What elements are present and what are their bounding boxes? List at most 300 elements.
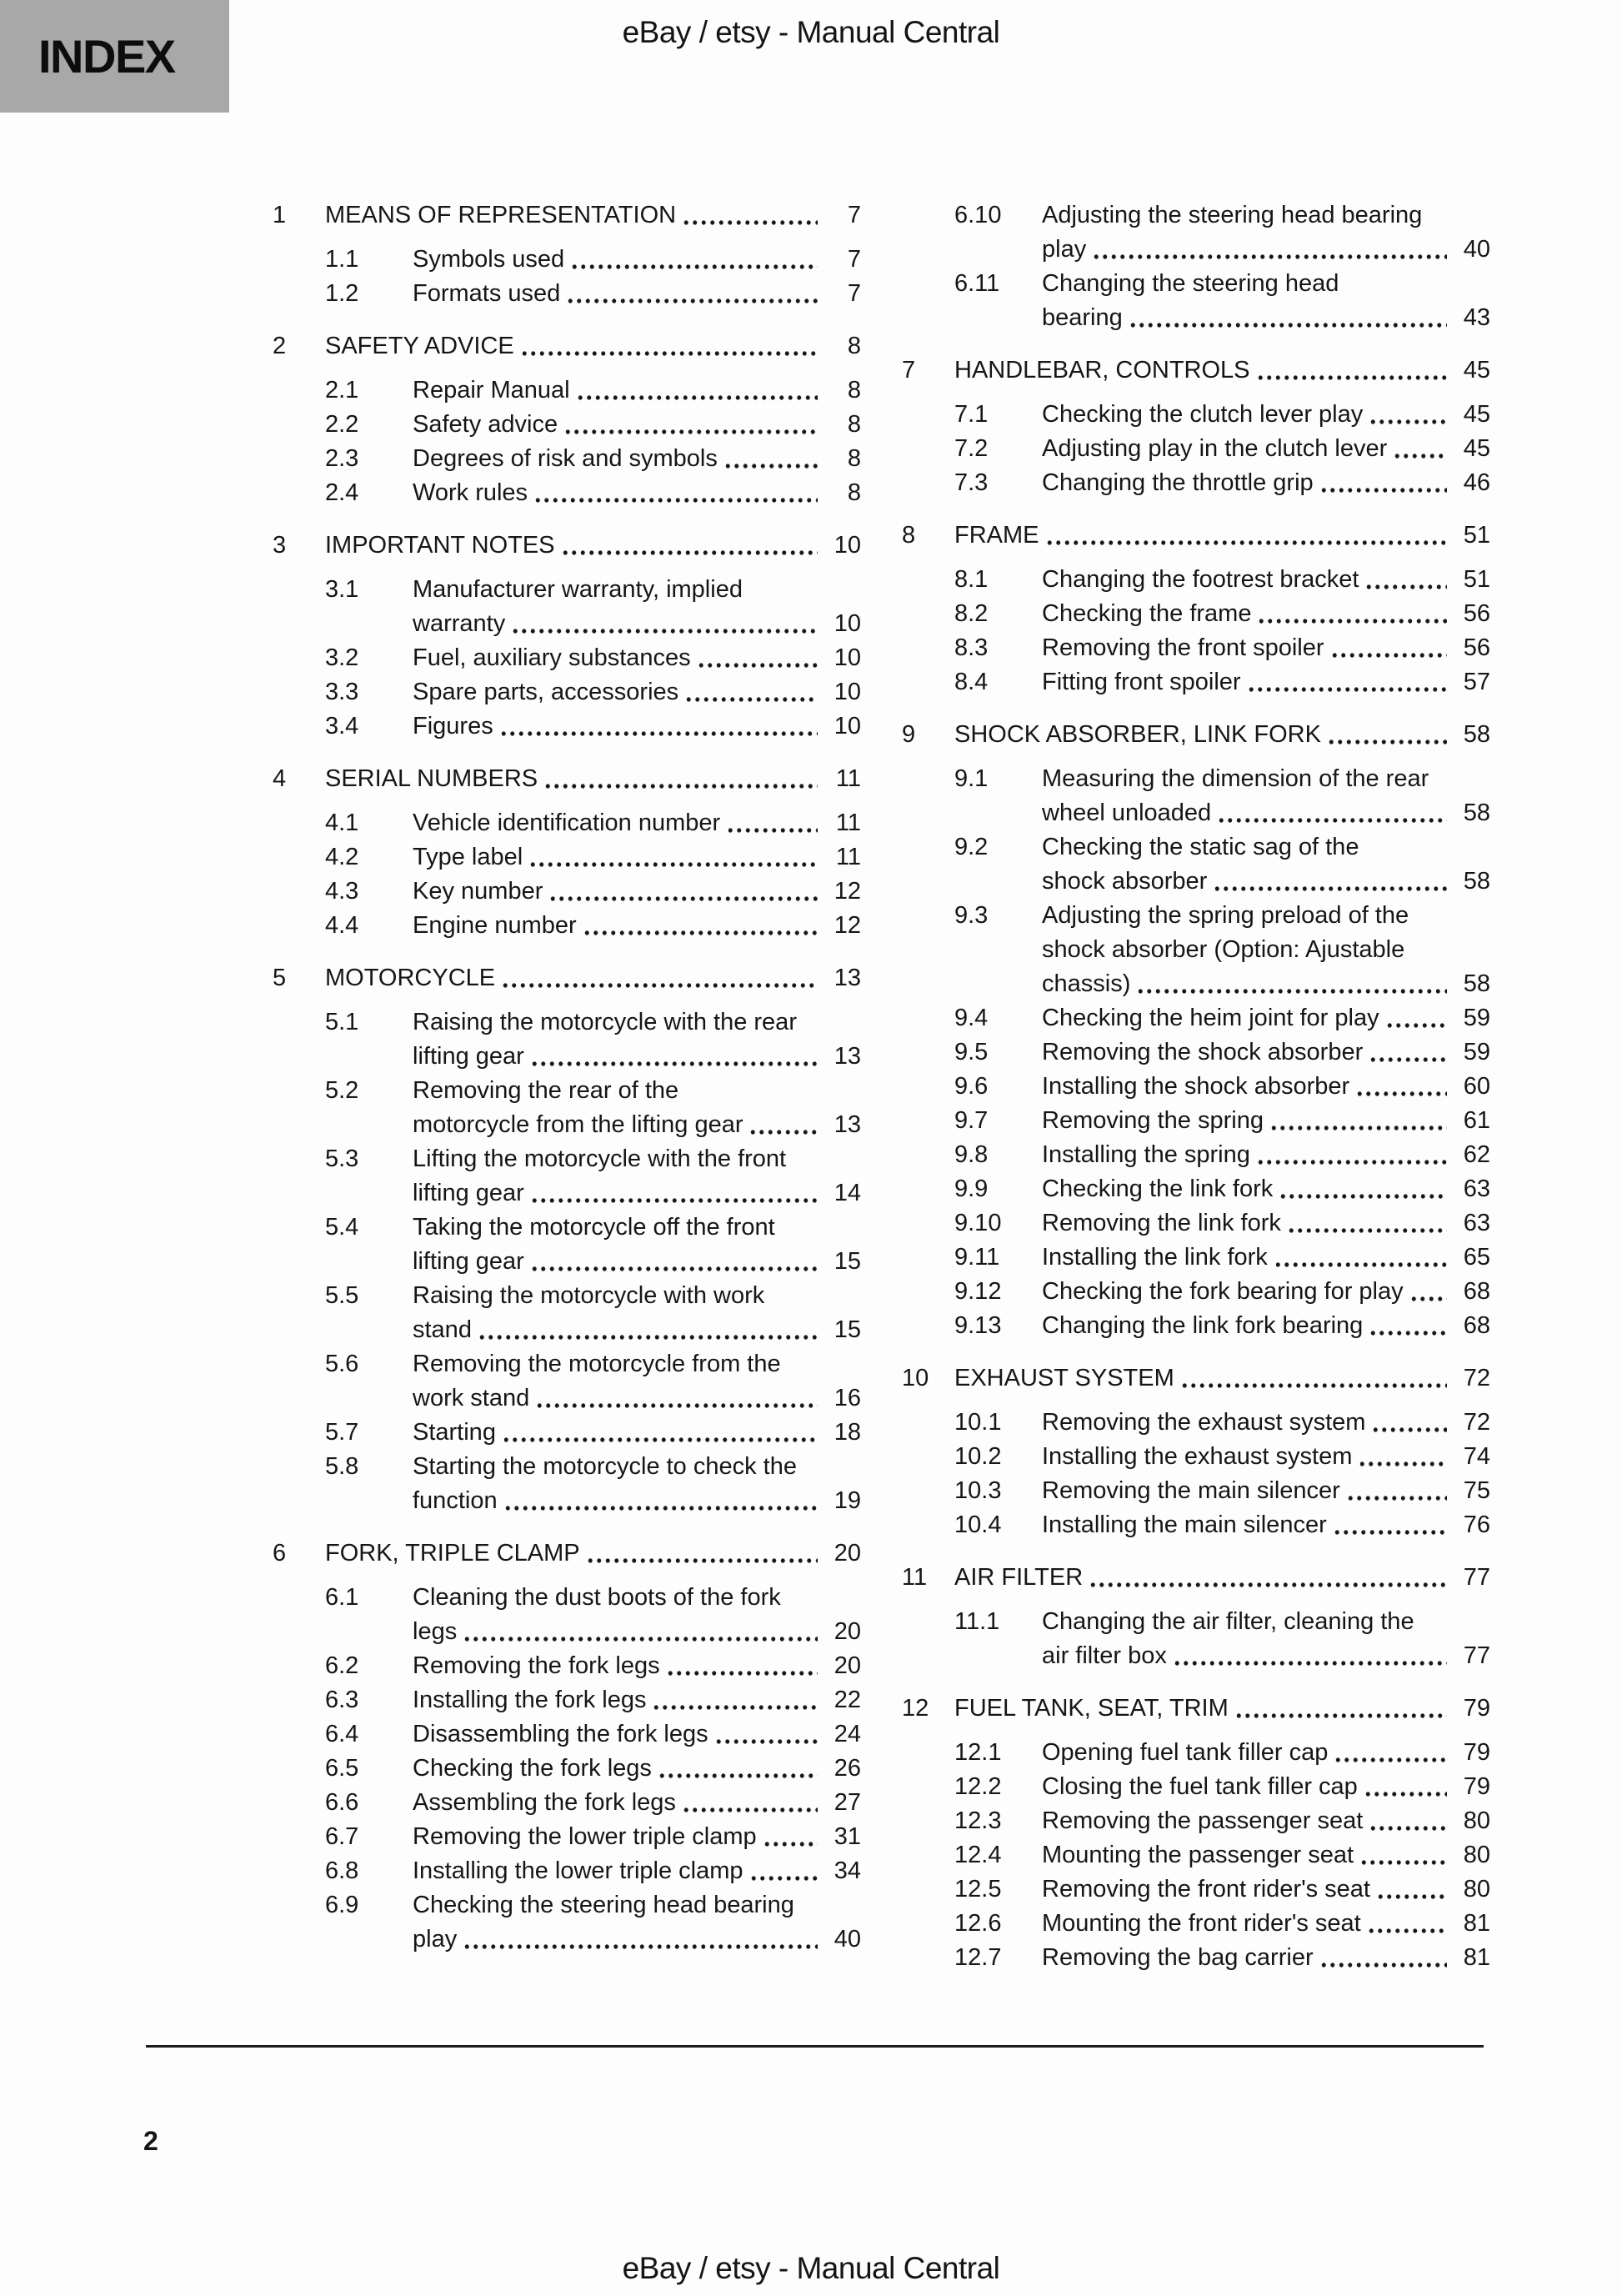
toc-entry-number: 4 xyxy=(273,765,287,792)
toc-entry-page-number: 79 xyxy=(1463,1695,1490,1722)
toc-section-entry xyxy=(902,718,1490,752)
toc-entry-lastline xyxy=(1042,432,1490,466)
toc-entry-lastline xyxy=(1042,1172,1490,1206)
toc-section-entry xyxy=(273,529,861,563)
toc-subsection-entry xyxy=(273,243,861,277)
toc-entry-number: 7.2 xyxy=(954,435,989,462)
toc-entry-title: Removing the passenger seat xyxy=(1042,1807,1364,1834)
dot-leader xyxy=(561,529,818,563)
toc-entry-lastline xyxy=(1042,398,1490,432)
toc-entry-lastline xyxy=(1042,233,1490,267)
toc-entry-page-number: 10 xyxy=(834,532,861,559)
toc-entry-title: Installing the main silencer xyxy=(1042,1511,1327,1538)
toc-entry-number: 4.1 xyxy=(325,810,359,836)
toc-entry-page-number: 72 xyxy=(1463,1409,1490,1436)
toc-entry-title-line: Measuring the dimension of the rear xyxy=(1042,765,1429,792)
toc-entry-title: IMPORTANT NOTES xyxy=(325,532,555,559)
toc-entry-lastline xyxy=(1042,1001,1490,1035)
dot-leader xyxy=(533,476,818,510)
toc-entry-lastline xyxy=(1042,1309,1490,1343)
dot-leader xyxy=(1385,1001,1447,1035)
dot-leader xyxy=(1409,1275,1447,1309)
toc-subsection-entry xyxy=(902,1804,1490,1838)
toc-section-entry xyxy=(902,1692,1490,1726)
toc-entry-lastline xyxy=(413,442,861,476)
dot-leader xyxy=(682,1786,818,1820)
dot-leader xyxy=(763,1820,818,1854)
toc-entry-page-number: 10 xyxy=(834,610,861,637)
toc-entry-lastline xyxy=(1042,1474,1490,1508)
toc-entry-number: 9.3 xyxy=(954,902,989,929)
toc-subsection-entry xyxy=(902,267,1490,335)
toc-entry-number: 5 xyxy=(273,965,287,991)
toc-entry-page-number: 8 xyxy=(847,445,861,472)
toc-subsection-entry xyxy=(902,466,1490,500)
toc-entry-lastline xyxy=(413,373,861,408)
toc-entry-number: 10 xyxy=(902,1365,929,1391)
toc-entry-lastline xyxy=(1042,1804,1490,1838)
toc-subsection-entry xyxy=(273,408,861,442)
toc-section-entry xyxy=(902,1561,1490,1595)
toc-entry-lastline xyxy=(1042,796,1490,830)
toc-entry-number: 6.8 xyxy=(325,1857,359,1884)
toc-entry-page-number: 40 xyxy=(1463,236,1490,263)
toc-entry-number: 6 xyxy=(273,1540,287,1567)
toc-entry-title-line: Raising the motorcycle with work xyxy=(413,1282,765,1309)
toc-entry-title: play xyxy=(1042,236,1087,263)
toc-entry-number: 8.1 xyxy=(954,566,989,593)
toc-entry-number: 2 xyxy=(273,333,287,359)
toc-entry-title: function xyxy=(413,1487,498,1514)
toc-entry-lastline xyxy=(954,1692,1490,1726)
toc-entry-title: stand xyxy=(413,1316,472,1343)
toc-entry-number: 12.4 xyxy=(954,1842,1002,1868)
toc-entry-number: 9.4 xyxy=(954,1005,989,1031)
toc-entry-lastline xyxy=(413,1615,861,1649)
toc-entry-page-number: 7 xyxy=(847,280,861,307)
toc-entry-title-line: Starting the motorcycle to check the xyxy=(413,1453,797,1480)
toc-entry-title-line: Cleaning the dust boots of the fork xyxy=(413,1584,781,1611)
toc-entry-lastline xyxy=(954,1361,1490,1396)
dot-leader xyxy=(1173,1639,1447,1673)
toc-entry-title: air filter box xyxy=(1042,1642,1167,1669)
toc-entry-lastline xyxy=(413,607,861,641)
toc-right-column xyxy=(902,198,1490,1975)
toc-entry-page-number: 10 xyxy=(834,679,861,705)
toc-entry-number: 5.2 xyxy=(325,1077,359,1104)
toc-entry-title-line: Adjusting the steering head bearing xyxy=(1042,202,1423,228)
dot-leader xyxy=(726,806,818,840)
toc-entry-lastline xyxy=(1042,1838,1490,1872)
toc-entry-lastline xyxy=(1042,1770,1490,1804)
toc-entry-page-number: 18 xyxy=(834,1419,861,1446)
toc-entry-number: 5.7 xyxy=(325,1419,359,1446)
toc-subsection-entry xyxy=(273,476,861,510)
toc-entry-lastline xyxy=(1042,665,1490,699)
dot-leader xyxy=(535,1381,818,1416)
toc-subsection-entry xyxy=(273,1786,861,1820)
toc-subsection-entry xyxy=(273,1347,861,1416)
page-header-title: eBay / etsy - Manual Central xyxy=(622,15,1000,49)
toc-entry-page-number: 22 xyxy=(834,1687,861,1713)
toc-entry-lastline xyxy=(1042,1736,1490,1770)
toc-subsection-entry xyxy=(902,1872,1490,1907)
toc-entry-lastline xyxy=(1042,631,1490,665)
toc-entry-lastline xyxy=(413,1416,861,1450)
toc-entry-title: Removing the spring xyxy=(1042,1107,1264,1134)
toc-entry-number: 5.6 xyxy=(325,1351,359,1377)
toc-entry-lastline xyxy=(413,806,861,840)
page-number: 2 xyxy=(143,2126,158,2156)
toc-subsection-entry xyxy=(902,631,1490,665)
toc-subsection-entry xyxy=(273,1649,861,1683)
toc-entry-lastline xyxy=(1042,1104,1490,1138)
toc-entry-number: 10.2 xyxy=(954,1443,1002,1470)
toc-entry-title: Removing the front spoiler xyxy=(1042,634,1324,661)
dot-leader xyxy=(478,1313,818,1347)
toc-entry-number: 3.3 xyxy=(325,679,359,705)
toc-section-entry xyxy=(902,353,1490,388)
toc-entry-title: Checking the frame xyxy=(1042,600,1252,627)
toc-entry-page-number: 79 xyxy=(1463,1773,1490,1800)
toc-entry-lastline xyxy=(413,641,861,675)
toc-subsection-entry xyxy=(902,1605,1490,1673)
toc-entry-title: Checking the fork legs xyxy=(413,1755,652,1782)
toc-subsection-entry xyxy=(902,899,1490,1001)
toc-entry-number: 11.1 xyxy=(954,1608,1000,1635)
toc-entry-title: chassis) xyxy=(1042,970,1131,997)
toc-subsection-entry xyxy=(902,1736,1490,1770)
toc-subsection-entry xyxy=(273,442,861,476)
dot-leader xyxy=(1257,597,1447,631)
toc-entry-number: 4.2 xyxy=(325,844,359,870)
toc-entry-page-number: 40 xyxy=(834,1926,861,1953)
dot-leader xyxy=(1367,1907,1447,1941)
toc-entry-number: 12.1 xyxy=(954,1739,1002,1766)
dot-leader xyxy=(1330,631,1448,665)
toc-entry-lastline xyxy=(413,675,861,709)
dot-leader xyxy=(1217,796,1447,830)
toc-entry-page-number: 80 xyxy=(1463,1876,1490,1902)
toc-entry-lastline xyxy=(1042,1639,1490,1673)
toc-entry-lastline xyxy=(1042,1907,1490,1941)
toc-entry-page-number: 63 xyxy=(1463,1176,1490,1202)
dot-leader xyxy=(1369,1035,1447,1070)
toc-entry-lastline xyxy=(954,353,1490,388)
dot-leader xyxy=(1287,1206,1447,1241)
toc-entry-page-number: 77 xyxy=(1463,1564,1490,1591)
toc-section-entry xyxy=(273,961,861,995)
toc-entry-title: Removing the main silencer xyxy=(1042,1477,1340,1504)
toc-entry-lastline xyxy=(413,277,861,311)
toc-subsection-entry xyxy=(273,573,861,641)
toc-entry-number: 5.1 xyxy=(325,1009,359,1035)
toc-entry-page-number: 12 xyxy=(834,878,861,905)
dot-leader xyxy=(1274,1241,1447,1275)
toc-entry-title-line: Raising the motorcycle with the rear xyxy=(413,1009,797,1035)
dot-leader xyxy=(1319,1941,1447,1975)
toc-entry-lastline xyxy=(1042,1406,1490,1440)
toc-entry-title: Closing the fuel tank filler cap xyxy=(1042,1773,1358,1800)
dot-leader xyxy=(530,1040,818,1074)
toc-entry-number: 2.1 xyxy=(325,377,359,404)
toc-entry-title: Figures xyxy=(413,713,493,739)
toc-subsection-entry xyxy=(902,1508,1490,1542)
toc-entry-page-number: 46 xyxy=(1463,469,1490,496)
toc-entry-title-line: Changing the steering head xyxy=(1042,270,1339,297)
toc-entry-lastline xyxy=(413,909,861,943)
toc-subsection-entry xyxy=(902,1206,1490,1241)
toc-entry-number: 9.6 xyxy=(954,1073,989,1100)
toc-entry-lastline xyxy=(413,1854,861,1888)
toc-entry-title: MEANS OF REPRESENTATION xyxy=(325,202,677,228)
dot-leader xyxy=(511,607,818,641)
toc-entry-number: 12.7 xyxy=(954,1944,1002,1971)
toc-entry-title: Safety advice xyxy=(413,411,558,438)
toc-entry-page-number: 20 xyxy=(834,1618,861,1645)
dot-leader xyxy=(1358,1440,1447,1474)
toc-entry-number: 6.3 xyxy=(325,1687,359,1713)
toc-entry-number: 10.4 xyxy=(954,1511,1002,1538)
toc-entry-number: 1 xyxy=(273,202,287,228)
toc-entry-title: FUEL TANK, SEAT, TRIM xyxy=(954,1695,1229,1722)
toc-entry-title: Mounting the front rider's seat xyxy=(1042,1910,1361,1937)
toc-entry-lastline xyxy=(413,1923,861,1957)
toc-entry-page-number: 8 xyxy=(847,411,861,438)
toc-entry-number: 7.1 xyxy=(954,401,989,428)
toc-entry-lastline xyxy=(954,519,1490,553)
toc-entry-number: 9.1 xyxy=(954,765,989,792)
toc-subsection-entry xyxy=(273,1142,861,1211)
toc-entry-page-number: 74 xyxy=(1463,1443,1490,1470)
toc-entry-lastline xyxy=(1042,563,1490,597)
toc-entry-number: 9 xyxy=(902,721,916,748)
toc-entry-title: Disassembling the fork legs xyxy=(413,1721,708,1747)
toc-entry-lastline xyxy=(1042,1872,1490,1907)
toc-entry-lastline xyxy=(413,1108,861,1142)
toc-entry-page-number: 45 xyxy=(1463,435,1490,462)
toc-entry-title: Adjusting play in the clutch lever xyxy=(1042,435,1388,462)
toc-entry-number: 8 xyxy=(902,522,916,549)
toc-entry-title: AIR FILTER xyxy=(954,1564,1084,1591)
toc-entry-page-number: 58 xyxy=(1463,868,1490,895)
toc-entry-lastline xyxy=(1042,1035,1490,1070)
toc-entry-title: Installing the exhaust system xyxy=(1042,1443,1353,1470)
toc-entry-number: 4.4 xyxy=(325,912,359,939)
toc-entry-lastline xyxy=(413,1484,861,1518)
toc-entry-title: shock absorber xyxy=(1042,868,1208,895)
toc-entry-title: Mounting the passenger seat xyxy=(1042,1842,1354,1868)
toc-subsection-entry xyxy=(273,1820,861,1854)
toc-subsection-entry xyxy=(902,1172,1490,1206)
toc-entry-lastline xyxy=(413,1313,861,1347)
toc-entry-lastline xyxy=(413,1649,861,1683)
toc-entry-lastline xyxy=(1042,1440,1490,1474)
toc-subsection-entry xyxy=(902,1838,1490,1872)
toc-entry-page-number: 58 xyxy=(1463,970,1490,997)
toc-subsection-entry xyxy=(902,665,1490,699)
toc-entry-number: 8.4 xyxy=(954,669,989,695)
toc-entry-title: Installing the spring xyxy=(1042,1141,1250,1168)
toc-entry-title: FORK, TRIPLE CLAMP xyxy=(325,1540,580,1567)
toc-entry-page-number: 56 xyxy=(1463,600,1490,627)
toc-entry-page-number: 14 xyxy=(834,1180,861,1206)
dot-leader xyxy=(543,762,818,796)
toc-subsection-entry xyxy=(902,1035,1490,1070)
toc-entry-number: 5.5 xyxy=(325,1282,359,1309)
toc-entry-page-number: 31 xyxy=(834,1823,861,1850)
toc-entry-title: Checking the clutch lever play xyxy=(1042,401,1364,428)
toc-entry-lastline xyxy=(413,408,861,442)
toc-entry-lastline xyxy=(325,198,861,233)
toc-entry-title-line: Changing the air filter, cleaning the xyxy=(1042,1608,1414,1635)
toc-entry-number: 12.3 xyxy=(954,1807,1002,1834)
dot-leader xyxy=(714,1717,818,1752)
toc-entry-lastline xyxy=(1042,1070,1490,1104)
toc-entry-title: Removing the lower triple clamp xyxy=(413,1823,757,1850)
toc-entry-number: 5.4 xyxy=(325,1214,359,1241)
toc-entry-number: 9.12 xyxy=(954,1278,1002,1305)
toc-entry-title: legs xyxy=(413,1618,458,1645)
dot-leader xyxy=(576,373,818,408)
toc-entry-title: Type label xyxy=(413,844,523,870)
toc-entry-title: Spare parts, accessories xyxy=(413,679,679,705)
toc-entry-title: Fuel, auxiliary substances xyxy=(413,644,691,671)
toc-entry-page-number: 11 xyxy=(835,844,861,870)
toc-subsection-entry xyxy=(902,1001,1490,1035)
toc-entry-lastline xyxy=(413,840,861,875)
toc-entry-number: 5.3 xyxy=(325,1145,359,1172)
toc-entry-page-number: 34 xyxy=(834,1857,861,1884)
toc-entry-page-number: 26 xyxy=(834,1755,861,1782)
toc-subsection-entry xyxy=(902,1104,1490,1138)
toc-subsection-entry xyxy=(273,709,861,744)
toc-entry-page-number: 16 xyxy=(834,1385,861,1411)
toc-entry-title: bearing xyxy=(1042,304,1123,331)
toc-entry-lastline xyxy=(1042,301,1490,335)
toc-entry-page-number: 51 xyxy=(1463,522,1490,549)
toc-entry-page-number: 10 xyxy=(834,713,861,739)
toc-entry-page-number: 56 xyxy=(1463,634,1490,661)
toc-entry-page-number: 13 xyxy=(834,965,861,991)
dot-leader xyxy=(530,1245,818,1279)
toc-entry-title-line: Adjusting the spring preload of the xyxy=(1042,902,1409,929)
toc-entry-number: 6.2 xyxy=(325,1652,359,1679)
dot-leader xyxy=(1129,301,1447,335)
toc-entry-title: SAFETY ADVICE xyxy=(325,333,514,359)
dot-leader xyxy=(1234,1692,1447,1726)
toc-entry-number: 9.9 xyxy=(954,1176,989,1202)
toc-entry-title-line: Lifting the motorcycle with the front xyxy=(413,1145,787,1172)
toc-subsection-entry xyxy=(902,830,1490,899)
toc-entry-page-number: 43 xyxy=(1463,304,1490,331)
toc-entry-number: 9.2 xyxy=(954,834,989,860)
toc-entry-title: MOTORCYCLE xyxy=(325,965,496,991)
toc-entry-page-number: 45 xyxy=(1463,401,1490,428)
dot-leader xyxy=(1089,1561,1447,1595)
toc-entry-title: Symbols used xyxy=(413,246,565,273)
toc-entry-lastline xyxy=(1042,1941,1490,1975)
toc-entry-number: 2.3 xyxy=(325,445,359,472)
toc-entry-number: 12.2 xyxy=(954,1773,1002,1800)
toc-entry-number: 9.8 xyxy=(954,1141,989,1168)
toc-entry-title: lifting gear xyxy=(413,1180,524,1206)
dot-leader xyxy=(520,329,818,363)
toc-subsection-entry xyxy=(273,1717,861,1752)
toc-subsection-entry xyxy=(273,1005,861,1074)
toc-entry-title: Starting xyxy=(413,1419,496,1446)
dot-leader xyxy=(1180,1361,1447,1396)
toc-entry-page-number: 59 xyxy=(1463,1005,1490,1031)
dot-leader xyxy=(563,408,818,442)
toc-subsection-entry xyxy=(902,1907,1490,1941)
toc-subsection-entry xyxy=(902,597,1490,631)
dot-leader xyxy=(502,1416,818,1450)
toc-section-entry xyxy=(273,1537,861,1571)
toc-entry-lastline xyxy=(1042,1206,1490,1241)
toc-entry-title-line: Taking the motorcycle off the front xyxy=(413,1214,775,1241)
toc-entry-title: Removing the fork legs xyxy=(413,1652,660,1679)
toc-entry-number: 6.10 xyxy=(954,202,1002,228)
toc-entry-number: 8.3 xyxy=(954,634,989,661)
toc-entry-page-number: 11 xyxy=(835,765,861,792)
toc-entry-title: lifting gear xyxy=(413,1043,524,1070)
toc-entry-title-line: Checking the steering head bearing xyxy=(413,1892,794,1918)
toc-entry-number: 1.2 xyxy=(325,280,359,307)
toc-entry-title: Fitting front spoiler xyxy=(1042,669,1241,695)
toc-entry-page-number: 51 xyxy=(1463,566,1490,593)
toc-entry-lastline xyxy=(954,1561,1490,1595)
toc-subsection-entry xyxy=(273,277,861,311)
toc-entry-page-number: 62 xyxy=(1463,1141,1490,1168)
toc-subsection-entry xyxy=(902,1241,1490,1275)
dot-leader xyxy=(1092,233,1447,267)
toc-entry-title: Checking the heim joint for play xyxy=(1042,1005,1379,1031)
dot-leader xyxy=(503,1484,818,1518)
dot-leader xyxy=(666,1649,818,1683)
toc-entry-number: 9.7 xyxy=(954,1107,989,1134)
toc-entry-page-number: 15 xyxy=(834,1248,861,1275)
toc-subsection-entry xyxy=(273,373,861,408)
toc-entry-number: 9.11 xyxy=(954,1244,1000,1271)
dot-leader xyxy=(1369,1309,1447,1343)
dot-leader xyxy=(1256,353,1447,388)
toc-entry-page-number: 80 xyxy=(1463,1807,1490,1834)
toc-entry-page-number: 8 xyxy=(847,377,861,404)
toc-entry-lastline xyxy=(325,1537,861,1571)
toc-entry-title: EXHAUST SYSTEM xyxy=(954,1365,1174,1391)
dot-leader xyxy=(1333,1508,1447,1542)
toc-entry-title: Assembling the fork legs xyxy=(413,1789,676,1816)
toc-entry-page-number: 76 xyxy=(1463,1511,1490,1538)
toc-subsection-entry xyxy=(273,1211,861,1279)
toc-entry-number: 5.8 xyxy=(325,1453,359,1480)
toc-entry-number: 11 xyxy=(902,1564,928,1591)
toc-subsection-entry xyxy=(273,1854,861,1888)
toc-entry-page-number: 13 xyxy=(834,1111,861,1138)
toc-subsection-entry xyxy=(273,1416,861,1450)
toc-entry-page-number: 68 xyxy=(1463,1312,1490,1339)
toc-entry-number: 3 xyxy=(273,532,287,559)
toc-entry-title: Changing the link fork bearing xyxy=(1042,1312,1364,1339)
toc-entry-title-line: Manufacturer warranty, implied xyxy=(413,576,743,603)
toc-subsection-entry xyxy=(902,1941,1490,1975)
toc-entry-title: Removing the bag carrier xyxy=(1042,1944,1314,1971)
toc-entry-title: Opening fuel tank filler cap xyxy=(1042,1739,1329,1766)
dot-leader xyxy=(1346,1474,1447,1508)
toc-entry-title: motorcycle from the lifting gear xyxy=(413,1111,743,1138)
dot-leader xyxy=(499,709,818,744)
